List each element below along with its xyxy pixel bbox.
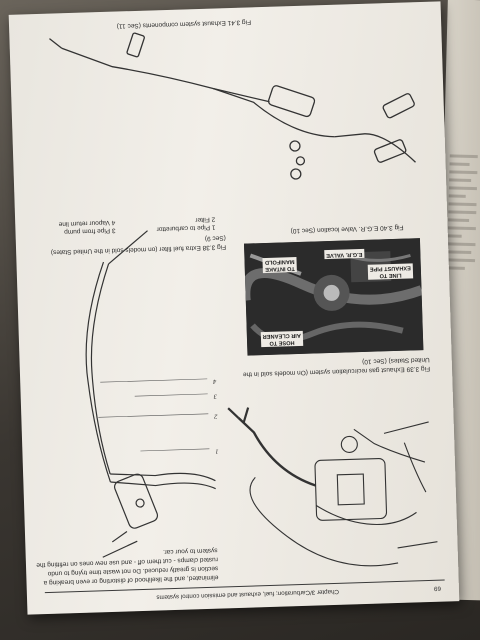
underlying-page-text xyxy=(447,149,478,275)
manual-page xyxy=(9,1,460,614)
label-line: MANIFOLD xyxy=(264,258,295,266)
fig-3-38-caption: Fig 3.38 Extra fuel filter (on models sold in the United States) xyxy=(50,243,227,256)
fig-3-40-caption: Fig 3.40 E.G.R. Valve location (Sec 10) xyxy=(290,223,404,235)
body-text-line: system to your car. xyxy=(162,546,218,556)
label-line: HOSE TO xyxy=(269,339,295,346)
label-line: LINE TO xyxy=(379,271,402,279)
fig-3-38-legend-item: 4 Vapour return line xyxy=(58,218,116,228)
fig-3-38-legend-item: 2 Filter xyxy=(195,215,216,224)
label-line: E.G.R. VALVE xyxy=(326,250,363,259)
body-text-line: eliminated, and the likelihood of distorting or even breaking a xyxy=(43,573,219,587)
running-title: Chapter 3/Carburation; fuel, exhaust and emission control systems xyxy=(156,587,340,601)
fig-3-39-caption-cont: United States) (Sec 10) xyxy=(362,355,430,365)
fig-3-41-drawing xyxy=(9,1,460,614)
label-line: EXHAUST PIPE xyxy=(369,264,411,273)
callout-1: 1 xyxy=(215,447,219,455)
page-content-upside-down xyxy=(9,1,460,614)
page-number: 69 xyxy=(433,584,442,592)
label-line: AIR CLEANER xyxy=(262,332,301,340)
callout-3: 3 xyxy=(213,392,217,400)
body-text-line: section is greatly reduced. Do not waste time trying to undo xyxy=(47,564,219,577)
fig-3-41-caption: Fig 3.41 Exhaust system components (Sec 11) xyxy=(116,18,252,30)
body-text-line: rusted clamps - cut them off - and use new ones on refitting the xyxy=(36,555,218,569)
callout-2: 2 xyxy=(214,412,218,420)
fig-3-38-legend-item: 3 Pipe from pump xyxy=(64,226,116,236)
fig-3-38-caption-cont: (Sec 9) xyxy=(204,234,226,242)
label-line: TO INTAKE xyxy=(265,265,295,273)
fig-3-38-legend-item: 1 Pipe to carburettor xyxy=(156,223,216,233)
fig-3-39-caption: Fig 3.39 Exhaust gas recirculation system (On models sold in the xyxy=(242,364,431,378)
callout-4: 4 xyxy=(212,377,217,385)
